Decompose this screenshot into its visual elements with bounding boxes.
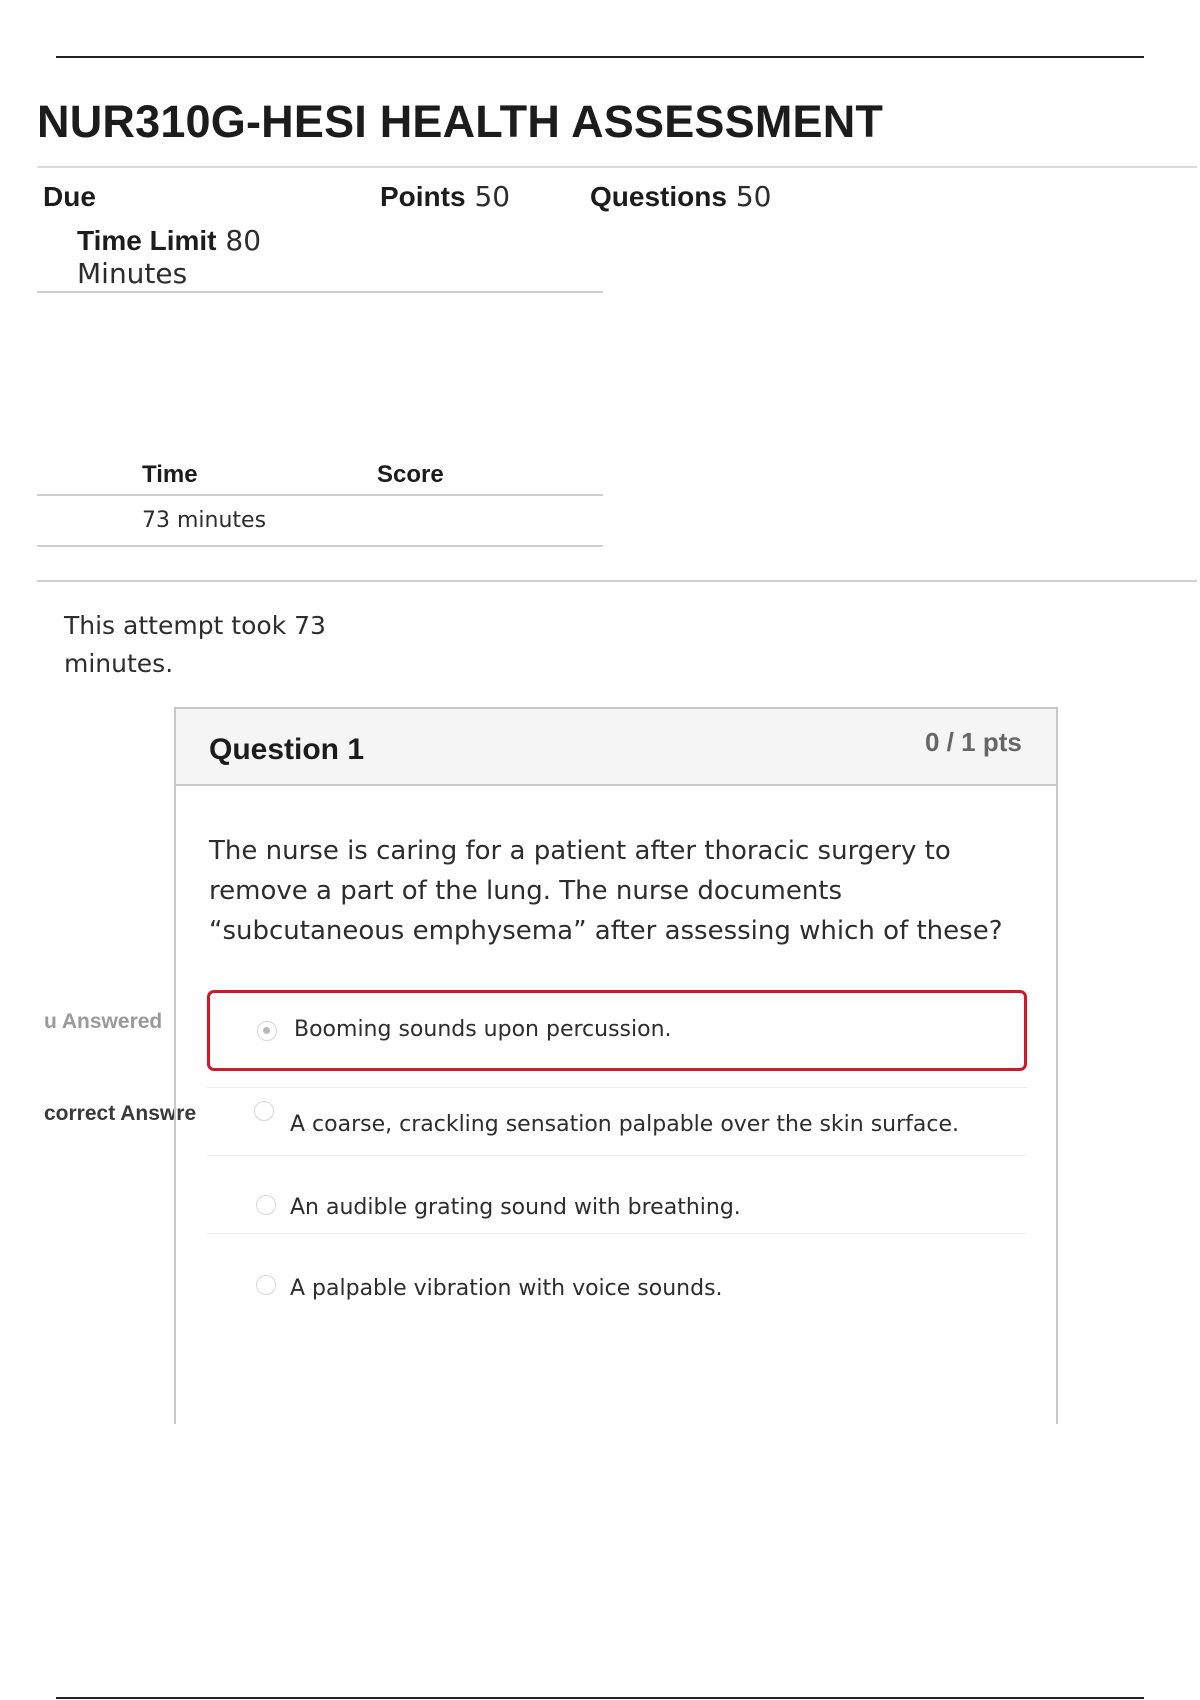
question-points: 0 / 1 pts (925, 727, 1022, 757)
answer-text-4: A palpable vibration with voice sounds. (290, 1276, 723, 1301)
attempt-summary: This attempt took 73 minutes. (64, 611, 326, 678)
answer-divider-1 (207, 1087, 1027, 1088)
questions-field (590, 180, 771, 213)
time-limit-value: 80 (225, 224, 262, 257)
answer-divider-2 (207, 1155, 1027, 1156)
page-top-rule (56, 56, 1144, 58)
quiz-title: NUR310G-HESI HEALTH ASSESSMENT (37, 96, 884, 147)
points-field (380, 180, 510, 213)
attempts-header-divider (37, 494, 603, 496)
you-answered-label: u Answered (44, 1010, 163, 1033)
answer-divider-3 (207, 1233, 1027, 1234)
attempts-row-time: 73 minutes (142, 508, 267, 533)
answer-radio-1[interactable] (257, 1021, 277, 1041)
answer-radio-4[interactable] (256, 1275, 276, 1295)
meta-divider (37, 291, 603, 293)
attempts-header-score: Score (377, 461, 444, 488)
page-bottom-rule (56, 1697, 1144, 1699)
answer-text-2: A coarse, crackling sensation palpable over the skin surface. (290, 1112, 960, 1137)
answer-text-3: An audible grating sound with breathing. (290, 1195, 741, 1220)
answer-text-1: Booming sounds upon percussion. (294, 1017, 672, 1042)
due-field (43, 180, 96, 213)
section-divider (37, 580, 1197, 582)
attempts-row-divider (37, 545, 603, 547)
answer-radio-2[interactable] (254, 1101, 274, 1121)
question-text: The nurse is caring for a patient after thoracic surgery to remove a part of the lung. The nurse documents “subcutaneous emphysema” after assessing which of these? (209, 836, 1003, 946)
questions-value: 50 (735, 180, 772, 213)
correct-answer-label: correct Answre (44, 1102, 197, 1125)
questions-label: Questions (590, 181, 727, 212)
time-limit-field (77, 224, 261, 290)
points-label: Points (380, 181, 466, 212)
due-label: Due (43, 181, 96, 212)
points-value: 50 (474, 180, 511, 213)
answer-radio-3[interactable] (256, 1195, 276, 1215)
time-limit-label: Time Limit (77, 225, 217, 256)
title-divider (37, 166, 1197, 168)
time-limit-unit: Minutes (77, 257, 188, 290)
attempts-header-time: Time (142, 461, 198, 488)
question-title: Question 1 (209, 733, 365, 766)
